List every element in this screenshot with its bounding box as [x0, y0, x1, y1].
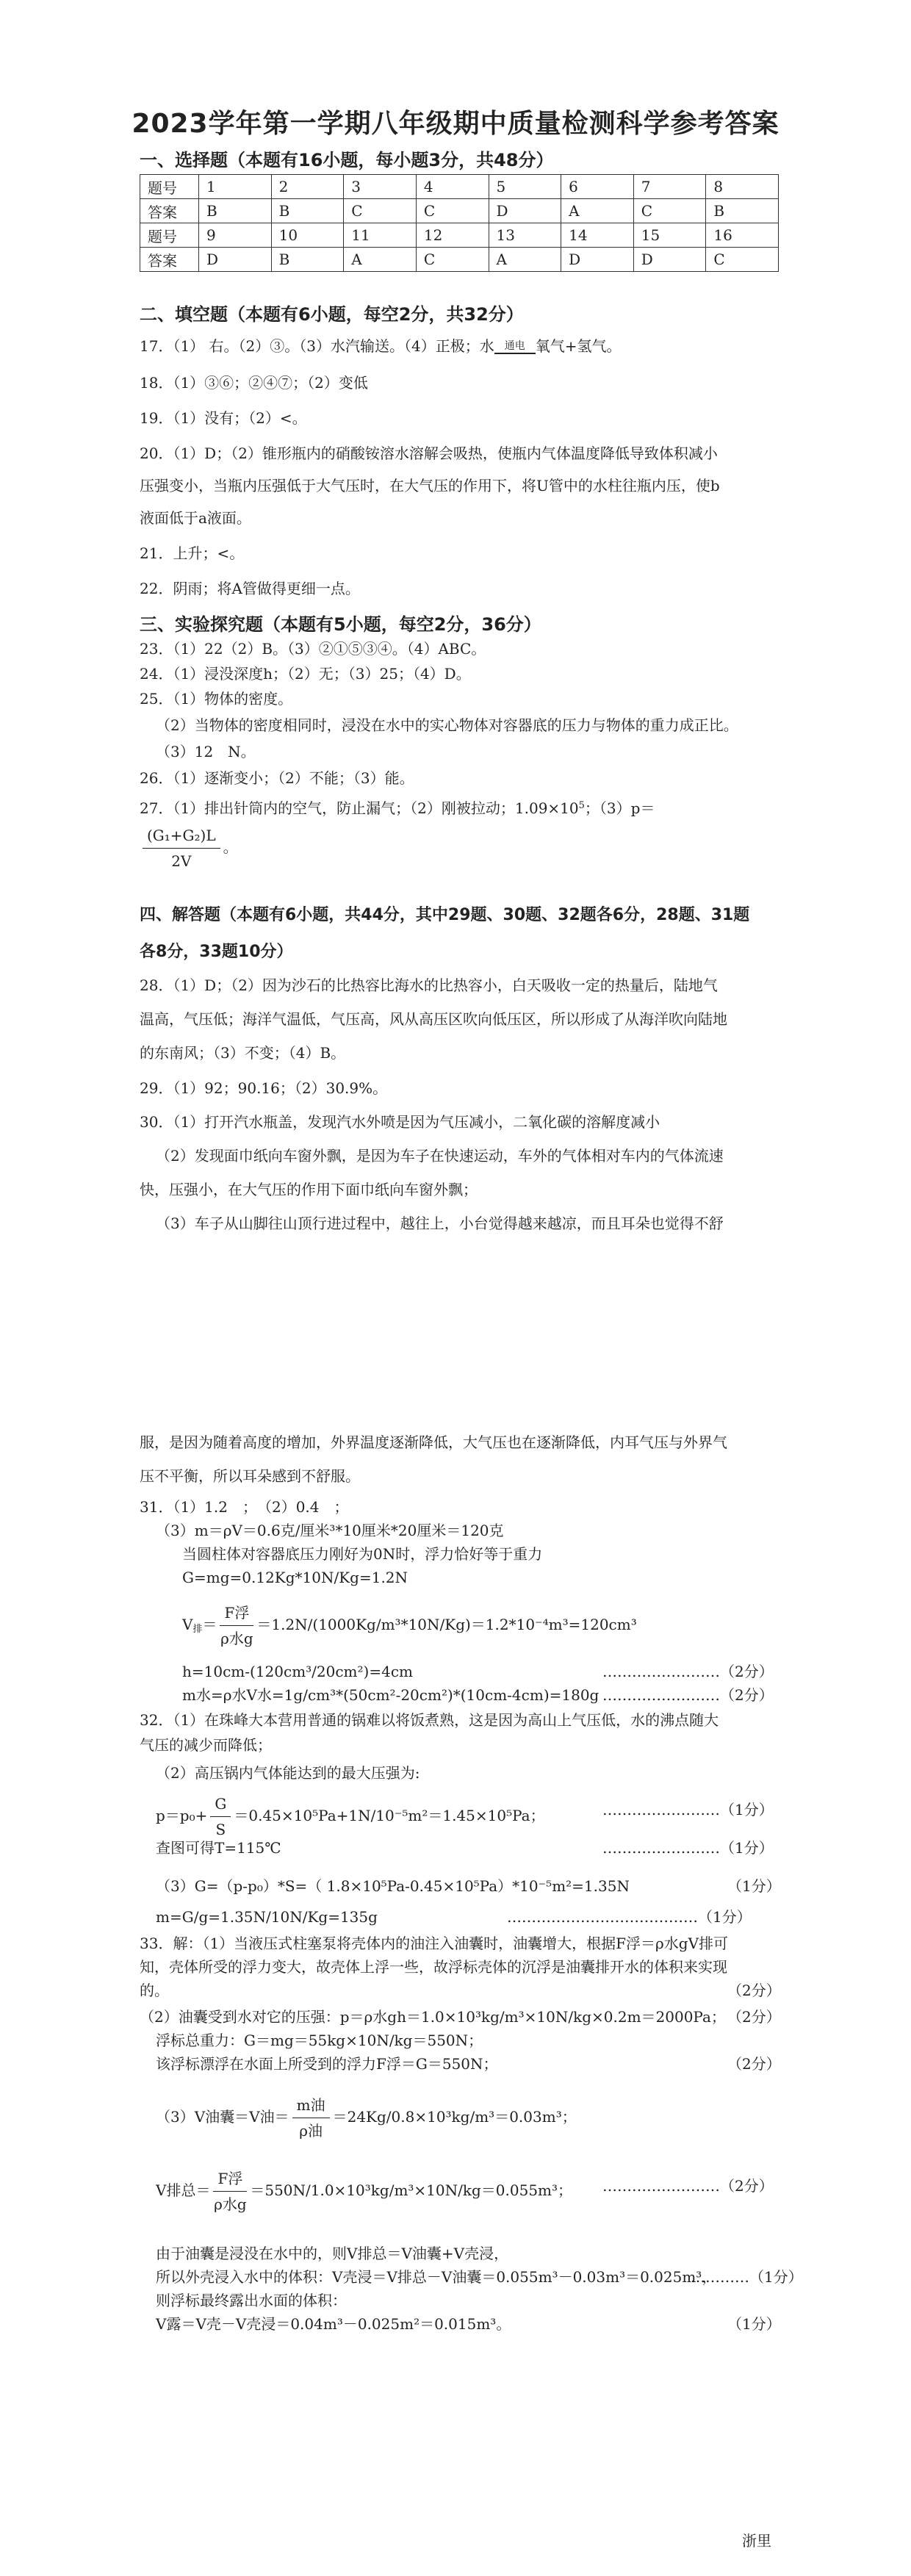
answer-33-line-10: V露＝V壳－V壳浸＝0.04m³－0.025m²＝0.015m³。 [156, 2315, 511, 2333]
answer-33-line-4: （2）油囊受到水对它的压强：p＝ρ水gh＝1.0×10³kg/m³×10N/kg×0.2m＝2000Pa； [140, 2008, 726, 2026]
table-cell: D [633, 248, 706, 272]
score-label: （2分） [727, 2055, 781, 2073]
score-label: …………（1分） [691, 2268, 803, 2286]
answer-25-line-3: （3）12 N。 [156, 743, 256, 760]
table-cell: 13 [489, 223, 561, 248]
table-cell: A [489, 248, 561, 272]
table-cell: 题号 [140, 223, 199, 248]
answer-31-line-2: （3）m＝ρV＝0.6克/厘米³*10厘米*20厘米＝120克 [156, 1522, 504, 1539]
answer-31-line-3: 当圆柱体对容器底压力刚好为0N时，浮力恰好等于重力 [182, 1545, 543, 1563]
table-cell: C [344, 199, 417, 223]
table-cell: 1 [199, 175, 272, 199]
table-cell: 3 [344, 175, 417, 199]
answer-32-pressure: p＝p₀+ $\frac{G}{S}$ ＝0.45×10⁵Pa+1N/10⁻⁵m²＝1.45×10⁵Pa； [156, 1793, 545, 1841]
footer-mark: 浙里 [742, 2532, 771, 2550]
answer-31-h: h=10cm-(120cm³/20cm²)=4cm [182, 1663, 413, 1680]
table-cell: D [199, 248, 272, 272]
answer-32-mass: m=G/g=1.35N/10N/Kg=135g [156, 1908, 378, 1926]
answer-33-line-6: 该浮标漂浮在水面上所受到的浮力F浮＝G＝550N； [156, 2055, 498, 2073]
section-4-heading-line-1: 四、解答题（本题有6小题，共44分，其中29题、30题、32题各6分，28题、31题 [140, 906, 750, 924]
answer-27-formula: $\frac{\text{(G₁+G₂)L}}{2V}$ 。 [140, 824, 238, 872]
table-cell: C [706, 248, 779, 272]
score-label: （1分） [727, 1877, 781, 1895]
answer-23: 23．（1）22（2）B。（3）②①⑤③④。（4）ABC。 [140, 640, 486, 658]
table-cell: 7 [633, 175, 706, 199]
answer-32-temperature: 查图可得T=115℃ [156, 1839, 281, 1857]
gs-fraction: $\frac{G}{S}$ [210, 1793, 231, 1841]
displaced-fraction: $\frac{\text{F浮}}{\text{ρ水g}}$ [213, 2167, 247, 2215]
table-cell: A [561, 199, 634, 223]
answer-31-vpai: $V_排=$ $\frac{\text{F浮}}{\text{ρ水g}}$ ＝1.2N/(1000Kg/m³*10N/Kg)＝1.2*10⁻⁴m³=120cm³ [182, 1602, 637, 1649]
table-cell: 10 [271, 223, 344, 248]
section-2-heading: 二、填空题（本题有6小题，每空2分，共32分） [140, 304, 524, 325]
answer-25-line-2: （2）当物体的密度相同时，浸没在水中的实心物体对容器底的压力与物体的重力成正比。 [156, 716, 738, 734]
answer-33-oil-volume: （3）V油囊＝V油＝ $\frac{\text{m油}}{\text{ρ油}}$ ＝24Kg/0.8×10³kg/m³＝0.03m³； [156, 2094, 577, 2142]
score-label: ……………………（2分） [602, 1686, 774, 1704]
answer-27: 27．（1）排出针筒内的空气，防止漏气；（2）刚被拉动；$1.09\times 10^5$；（3）p＝ [140, 799, 655, 817]
answer-33-line-5: 浮标总重力：G＝mg＝55kg×10N/kg＝550N； [156, 2032, 483, 2049]
answer-21: 21．上升；<。 [140, 544, 245, 562]
answer-32-line-1: 32．（1）在珠峰大本营用普通的锅难以将饭煮熟，这是因为高山上气压低，水的沸点随大 [140, 1711, 719, 1729]
score-label: …………………………………（1分） [507, 1908, 752, 1926]
table-cell: B [706, 199, 779, 223]
table-cell: B [271, 199, 344, 223]
score-label: ……………………（1分） [602, 1801, 774, 1818]
table-cell: 题号 [140, 175, 199, 199]
answer-30-line-2: （2）发现面巾纸向车窗外飘，是因为车子在快速运动，车外的气体相对车内的气体流速 [156, 1147, 724, 1165]
electrolysis-arrow: 通电 [494, 341, 536, 354]
answer-32-gravity: （3）G=（p-p₀）*S=（ 1.8×10⁵Pa-0.45×10⁵Pa）*10⁻⁵m²=1.35N [156, 1877, 630, 1895]
section-1-heading: 一、选择题（本题有16小题，每小题3分，共48分） [140, 150, 554, 170]
answer-33-displaced-volume: V排总＝ $\frac{\text{F浮}}{\text{ρ水g}}$ ＝550N/1.0×10³kg/m³×10N/kg＝0.055m³； [156, 2167, 572, 2215]
table-cell: 15 [633, 223, 706, 248]
table-cell: C [416, 248, 489, 272]
score-label: （1分） [727, 2315, 781, 2333]
table-cell: 6 [561, 175, 634, 199]
table-cell: 12 [416, 223, 489, 248]
pressure-fraction: $\frac{\text{(G₁+G₂)L}}{2V}$ [143, 824, 220, 872]
answer-33-line-8: 所以外壳浸入水中的体积：V壳浸＝V排总－V油囊＝0.055m³－0.03m³＝0.025m³， [156, 2268, 717, 2286]
answer-24: 24．（1）浸没深度h；（2）无；（3）25；（4）D。 [140, 665, 471, 683]
table-cell: A [344, 248, 417, 272]
score-label: ……………………（2分） [602, 2177, 774, 2195]
score-label: ……………………（1分） [602, 1839, 774, 1857]
page-title: 2023学年第一学期八年级期中质量检测科学参考答案 [132, 109, 779, 139]
section-4-heading-line-2: 各8分，33题10分） [140, 943, 293, 961]
answer-28-line-1: 28．（1）D；（2）因为沙石的比热容比海水的比热容小，白天吸收一定的热量后，陆地气 [140, 976, 718, 994]
answer-30-line-5: 服，是因为随着高度的增加，外界温度逐渐降低，大气压也在逐渐降低，内耳气压与外界气 [140, 1433, 727, 1451]
buoyancy-fraction: $\frac{\text{F浮}}{\text{ρ水g}}$ [220, 1602, 253, 1649]
answer-33-line-2: 知，壳体所受的浮力变大，故壳体上浮一些，故浮标壳体的沉浮是油囊排开水的体积来实现 [140, 1958, 727, 1976]
score-label: （2分） [727, 1982, 781, 1999]
answer-30-line-6: 压不平衡，所以耳朵感到不舒服。 [140, 1467, 360, 1485]
answer-32-line-2: 气压的减少而降低； [140, 1736, 272, 1754]
answer-26: 26．（1）逐渐变小；（2）不能；（3）能。 [140, 769, 414, 787]
answer-31-line-4: G=mg=0.12Kg*10N/Kg=1.2N [182, 1569, 408, 1586]
answer-28-line-2: 温高，气压低；海洋气温低，气压高，风从高压区吹向低压区，所以形成了从海洋吹向陆地 [140, 1010, 727, 1028]
table-cell: 9 [199, 223, 272, 248]
table-cell: C [416, 199, 489, 223]
table-cell: 16 [706, 223, 779, 248]
oil-fraction: $\frac{\text{m油}}{\text{ρ油}}$ [292, 2094, 330, 2142]
table-cell: 答案 [140, 248, 199, 272]
table-cell: D [561, 248, 634, 272]
answer-33-line-7: 由于油囊是浸没在水中的，则V排总＝V油囊+V壳浸， [156, 2245, 509, 2262]
table-cell: 5 [489, 175, 561, 199]
table-row [140, 199, 779, 223]
answer-25-line-1: 25．（1）物体的密度。 [140, 690, 293, 708]
table-cell: D [489, 199, 561, 223]
multiple-choice-answer-table [140, 174, 779, 272]
score-label: ……………………（2分） [602, 1663, 774, 1680]
table-row [140, 248, 779, 272]
answer-18: 18．（1）③⑥；②④⑦；（2）变低 [140, 374, 368, 392]
table-row [140, 223, 779, 248]
section-3-heading: 三、实验探究题（本题有5小题，每空2分，36分） [140, 614, 541, 635]
table-cell: 答案 [140, 199, 199, 223]
answer-19: 19．（1）没有；（2）<。 [140, 409, 307, 427]
answer-31-m: m水=ρ水V水=1g/cm³*(50cm²-20cm²)*(10cm-4cm)=180g [182, 1686, 599, 1704]
answer-28-line-3: 的东南风；（3）不变；（4）B。 [140, 1044, 346, 1062]
table-row [140, 175, 779, 199]
score-label: （2分） [727, 2008, 781, 2026]
answer-30-line-3: 快，压强小，在大气压的作用下面巾纸向车窗外飘； [140, 1181, 478, 1198]
table-cell: 4 [416, 175, 489, 199]
table-cell: C [633, 199, 706, 223]
answer-17: 17．（1） 右。（2）③。（3）水汽输送。（4）正极；水 通电 氧气+氢气。 [140, 337, 622, 355]
answer-33-line-9: 则浮标最终露出水面的体积： [156, 2292, 347, 2309]
answer-20-line-3: 液面低于a液面。 [140, 509, 251, 527]
answer-31-line-1: 31．（1）1.2 ； （2）0.4 ； [140, 1498, 349, 1516]
answer-30-line-1: 30．（1）打开汽水瓶盖，发现汽水外喷是因为气压减小，二氧化碳的溶解度减小 [140, 1113, 660, 1131]
answer-30-line-4: （3）车子从山脚往山顶行进过程中，越往上，小台觉得越来越凉，而且耳朵也觉得不舒 [156, 1215, 724, 1232]
table-cell: 8 [706, 175, 779, 199]
table-cell: 14 [561, 223, 634, 248]
answer-33-line-3: 的。 [140, 1982, 169, 1999]
table-cell: 2 [271, 175, 344, 199]
table-cell: B [199, 199, 272, 223]
table-cell: B [271, 248, 344, 272]
answer-29: 29．（1）92；90.16；（2）30.9%。 [140, 1079, 388, 1097]
answer-22: 22．阴雨；将A管做得更细一点。 [140, 580, 360, 597]
table-cell: 11 [344, 223, 417, 248]
answer-32-line-3: （2）高压锅内气体能达到的最大压强为: [156, 1764, 420, 1782]
answer-20-line-1: 20．（1）D；（2）锥形瓶内的硝酸铵溶水溶解会吸热，使瓶内气体温度降低导致体积减小 [140, 445, 718, 462]
answer-33-line-1: 33．解：（1）当液压式柱塞泵将壳体内的油注入油囊时，油囊增大，根据F浮＝ρ水gV排可 [140, 1935, 729, 1952]
answer-20-line-2: 压强变小，当瓶内压强低于大气压时，在大气压的作用下，将U管中的水柱往瓶内压，使b [140, 477, 720, 494]
